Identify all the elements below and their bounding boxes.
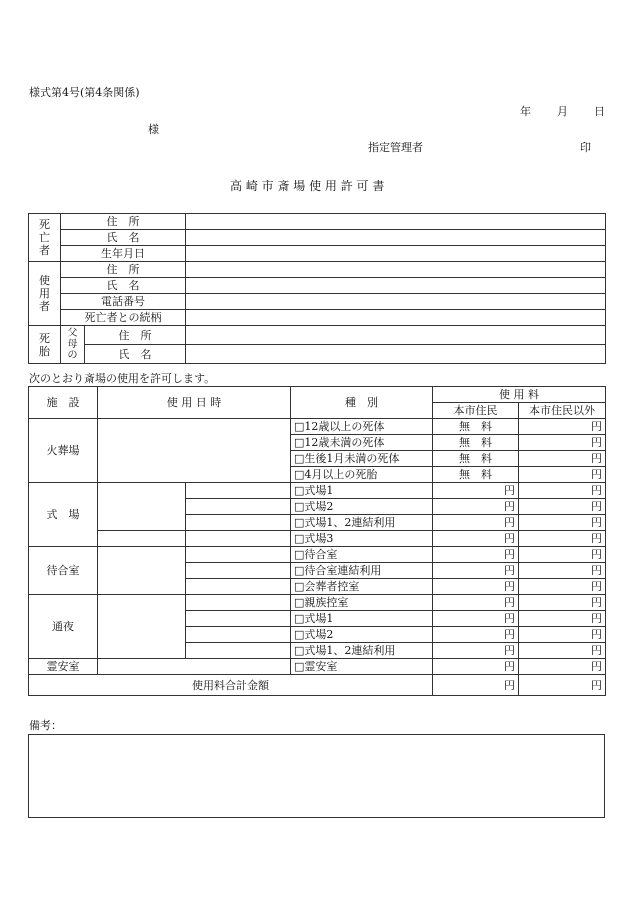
parent-address-field[interactable] [186,326,606,345]
cremation-type-2[interactable]: □12歳未満の死体 [291,435,433,451]
ceremony-date-field[interactable] [98,483,186,531]
col-resident: 本市住民 [433,403,519,419]
nonresident-fee: 円 [519,499,606,515]
col-facility: 施 設 [29,387,98,419]
facility-ceremony: 式 場 [29,483,98,547]
ceremony-time-field-1[interactable] [186,483,291,499]
table-row [29,326,606,345]
parent-label: 父 母 の [61,326,85,364]
table-row [29,531,606,547]
table-row [29,294,606,310]
user-relation-field[interactable] [186,310,606,326]
nonresident-fee: 円 [519,515,606,531]
total-label: 使用料合計金額 [29,675,433,696]
nonresident-fee: 円 [519,419,606,435]
resident-fee: 円 [433,547,519,563]
waiting-date-field[interactable] [98,547,186,595]
cremation-type-4[interactable]: □4月以上の死胎 [291,467,433,483]
table-row [29,547,606,563]
deceased-birth-field[interactable] [186,246,606,262]
seal-label: 印 [580,141,591,154]
date-month-label: 月 [557,105,568,118]
nonresident-fee: 円 [519,611,606,627]
total-resident-fee: 円 [433,675,519,696]
facility-mortuary: 霊安室 [29,659,98,675]
resident-fee: 円 [433,643,519,659]
nonresident-fee: 円 [519,643,606,659]
permission-text: 次のとおり斎場の使用を許可します。 [29,372,216,385]
facility-cremation: 火葬場 [29,419,98,483]
table-row [29,387,606,403]
ceremony-type-2[interactable]: □式場2 [291,499,433,515]
resident-fee: 円 [433,595,519,611]
vigil-type-2[interactable]: □式場1 [291,611,433,627]
resident-fee: 無 料 [433,419,519,435]
table-row [29,246,606,262]
nonresident-fee: 円 [519,451,606,467]
table-row [29,310,606,326]
deceased-address-field[interactable] [186,214,606,230]
ceremony-time-field-3[interactable] [186,515,291,531]
table-row [29,595,606,611]
user-address-field[interactable] [186,262,606,278]
resident-fee: 円 [433,563,519,579]
resident-fee: 無 料 [433,451,519,467]
deceased-address-label: 住 所 [61,214,186,230]
stillbirth-group-label: 死 胎 [29,326,61,364]
waiting-type-2[interactable]: □待合室連結利用 [291,563,433,579]
deceased-group-label: 死 亡 者 [29,214,61,262]
date-year-label: 年 [520,105,531,118]
cremation-type-1[interactable]: □12歳以上の死体 [291,419,433,435]
ceremony-time-field-2[interactable] [186,499,291,515]
user-relation-label: 死亡者との続柄 [61,310,186,326]
nonresident-fee: 円 [519,547,606,563]
resident-fee: 無 料 [433,467,519,483]
deceased-birth-label: 生年月日 [61,246,186,262]
vigil-time-field-3[interactable] [186,627,291,643]
table-row [29,278,606,294]
date-day-label: 日 [594,105,605,118]
remarks-label: 備考： [29,719,62,732]
total-nonresident-fee: 円 [519,675,606,696]
table-row [29,675,606,696]
table-row [29,214,606,230]
parent-name-field[interactable] [186,345,606,364]
nonresident-fee: 円 [519,659,606,675]
parent-name-label: 氏 名 [85,345,186,364]
vigil-time-field-4[interactable] [186,643,291,659]
addressee-suffix: 様 [148,123,159,136]
user-group-label: 使 用 者 [29,262,61,326]
facility-vigil: 通夜 [29,595,98,659]
nonresident-fee: 円 [519,467,606,483]
facility-waiting: 待合室 [29,547,98,595]
resident-fee: 円 [433,611,519,627]
deceased-name-label: 氏 名 [61,230,186,246]
nonresident-fee: 円 [519,579,606,595]
mortuary-datetime-field[interactable] [98,659,291,675]
table-row [29,659,606,675]
table-row [29,262,606,278]
user-phone-field[interactable] [186,294,606,310]
waiting-type-3[interactable]: □会葬者控室 [291,579,433,595]
vigil-type-1[interactable]: □親族控室 [291,595,433,611]
vigil-time-field-1[interactable] [186,595,291,611]
remarks-field[interactable] [28,734,605,818]
parent-address-label: 住 所 [85,326,186,345]
cremation-type-3[interactable]: □生後1月未満の死体 [291,451,433,467]
table-row [29,230,606,246]
nonresident-fee: 円 [519,595,606,611]
deceased-name-field[interactable] [186,230,606,246]
issuer-label: 指定管理者 [368,141,423,154]
user-address-label: 住 所 [61,262,186,278]
ceremony-time-field-4[interactable] [186,531,291,547]
user-name-label: 氏 名 [61,278,186,294]
resident-fee: 無 料 [433,435,519,451]
table-row [29,419,606,435]
col-datetime: 使 用 日 時 [98,387,291,419]
vigil-date-field[interactable] [98,595,186,659]
col-nonresident: 本市住民以外 [519,403,606,419]
waiting-time-field-3[interactable] [186,579,291,595]
user-name-field[interactable] [186,278,606,294]
waiting-type-1[interactable]: □待合室 [291,547,433,563]
resident-fee: 円 [433,483,519,499]
ceremony-date-field-4[interactable] [98,531,186,547]
waiting-time-field-1[interactable] [186,547,291,563]
resident-fee: 円 [433,531,519,547]
page-title: 高 崎 市 斎 場 使 用 許 可 書 [230,179,385,193]
ceremony-type-3[interactable]: □式場1、2連結利用 [291,515,433,531]
col-type: 種 別 [291,387,433,419]
nonresident-fee: 円 [519,531,606,547]
nonresident-fee: 円 [519,483,606,499]
nonresident-fee: 円 [519,563,606,579]
form-number: 様式第4号(第4条関係) [29,86,140,99]
resident-fee: 円 [433,627,519,643]
resident-fee: 円 [433,499,519,515]
resident-fee: 円 [433,515,519,531]
ceremony-type-1[interactable]: □式場1 [291,483,433,499]
vigil-type-3[interactable]: □式場2 [291,627,433,643]
user-phone-label: 電話番号 [61,294,186,310]
usage-table [28,386,606,696]
mortuary-type-1[interactable]: □霊安室 [291,659,433,675]
applicant-table [28,213,606,364]
vigil-type-4[interactable]: □式場1、2連結利用 [291,643,433,659]
col-fee: 使 用 料 [433,387,606,403]
resident-fee: 円 [433,659,519,675]
nonresident-fee: 円 [519,627,606,643]
waiting-time-field-2[interactable] [186,563,291,579]
ceremony-type-4[interactable]: □式場3 [291,531,433,547]
vigil-time-field-2[interactable] [186,611,291,627]
resident-fee: 円 [433,579,519,595]
table-row [29,345,606,364]
table-row [29,483,606,499]
cremation-datetime-field[interactable] [98,419,291,483]
nonresident-fee: 円 [519,435,606,451]
